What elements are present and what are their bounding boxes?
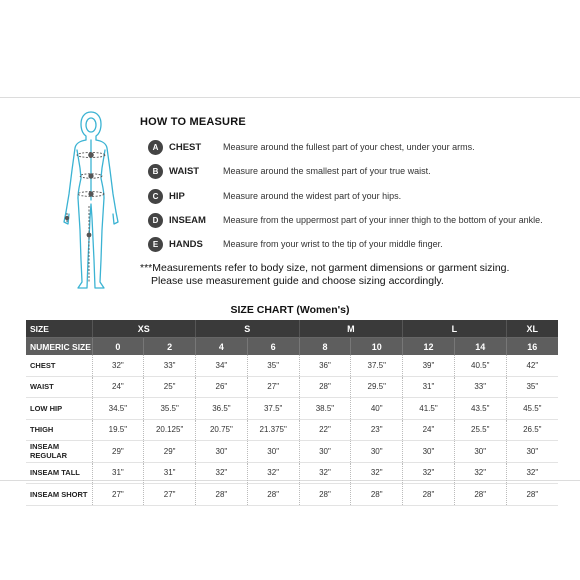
row-label: CHEST	[26, 355, 92, 376]
table-cell: 29.5"	[351, 376, 403, 398]
table-cell: 45.5"	[506, 398, 558, 420]
table-cell: 31"	[92, 462, 144, 484]
table-cell: 42"	[506, 355, 558, 376]
table-cell: 30"	[299, 441, 351, 463]
numeric-size: 8	[299, 338, 351, 356]
numeric-size: 2	[144, 338, 196, 356]
table-cell: 28"	[506, 484, 558, 506]
table-cell: 37.5"	[247, 398, 299, 420]
row-label: WAIST	[26, 376, 92, 398]
measure-name: INSEAM	[169, 214, 206, 226]
table-cell: 30"	[351, 441, 403, 463]
table-cell: 28"	[196, 484, 248, 506]
numeric-size: 12	[403, 338, 455, 356]
size-xl: XL	[506, 320, 558, 338]
size-header-row	[26, 320, 558, 338]
table-cell: 31"	[144, 462, 196, 484]
badge-e: E	[148, 237, 163, 252]
numeric-size: 4	[196, 338, 248, 356]
table-cell: 30"	[454, 441, 506, 463]
measure-item-waist	[148, 162, 431, 180]
measure-item-hip	[148, 187, 401, 205]
table-row	[26, 462, 558, 484]
numeric-size: 14	[454, 338, 506, 356]
numeric-size-row	[26, 338, 558, 356]
table-cell: 20.75"	[196, 419, 248, 441]
note-line-1: ***Measurements refer to body size, not garment dimensions or garment sizing.	[140, 262, 510, 274]
measure-item-chest	[148, 138, 475, 156]
table-cell: 24"	[403, 419, 455, 441]
table-cell: 24"	[92, 376, 144, 398]
table-cell: 32"	[299, 462, 351, 484]
numeric-size: 16	[506, 338, 558, 356]
table-cell: 35.5"	[144, 398, 196, 420]
table-cell: 28"	[247, 484, 299, 506]
table-cell: 28"	[403, 484, 455, 506]
measure-item-inseam	[148, 211, 543, 229]
table-row	[26, 441, 558, 463]
table-cell: 32"	[454, 462, 506, 484]
size-chart-table	[26, 320, 558, 506]
table-cell: 32"	[196, 462, 248, 484]
table-row	[26, 355, 558, 376]
table-cell: 20.125"	[144, 419, 196, 441]
measure-name: WAIST	[169, 165, 200, 177]
table-cell: 29"	[144, 441, 196, 463]
table-cell: 35"	[506, 376, 558, 398]
measure-item-hands	[148, 235, 443, 253]
table-cell: 41.5"	[403, 398, 455, 420]
table-row	[26, 398, 558, 420]
how-to-measure-section	[140, 116, 560, 136]
table-cell: 39"	[403, 355, 455, 376]
table-cell: 34"	[196, 355, 248, 376]
body-measurement-figure-icon	[60, 110, 122, 295]
row-label: INSEAM TALL	[26, 462, 92, 484]
badge-d: D	[148, 213, 163, 228]
table-cell: 21.375"	[247, 419, 299, 441]
measure-description: Measure around the widest part of your hips.	[223, 191, 402, 201]
badge-b: B	[148, 164, 163, 179]
size-m: M	[299, 320, 403, 338]
table-cell: 32"	[247, 462, 299, 484]
table-cell: 28"	[351, 484, 403, 506]
table-cell: 19.5"	[92, 419, 144, 441]
size-chart-title: SIZE CHART (Women's)	[230, 304, 350, 316]
table-cell: 33"	[144, 355, 196, 376]
table-cell: 22"	[299, 419, 351, 441]
table-cell: 33"	[454, 376, 506, 398]
table-cell: 31"	[403, 376, 455, 398]
size-xs: XS	[92, 320, 196, 338]
table-cell: 25"	[144, 376, 196, 398]
numeric-size: 10	[351, 338, 403, 356]
measure-name: HANDS	[169, 238, 203, 250]
measure-description: Measure around the fullest part of your chest, under your arms.	[223, 142, 475, 152]
numeric-size: 0	[92, 338, 144, 356]
table-cell: 29"	[92, 441, 144, 463]
table-cell: 30"	[403, 441, 455, 463]
table-cell: 30"	[247, 441, 299, 463]
measurement-note	[140, 262, 509, 288]
table-cell: 30"	[196, 441, 248, 463]
table-cell: 40"	[351, 398, 403, 420]
table-row	[26, 484, 558, 506]
size-s: S	[196, 320, 300, 338]
table-cell: 25.5"	[454, 419, 506, 441]
table-cell: 28"	[454, 484, 506, 506]
table-cell: 32"	[92, 355, 144, 376]
table-cell: 32"	[506, 462, 558, 484]
table-cell: 36.5"	[196, 398, 248, 420]
measure-description: Measure from your wrist to the tip of your middle finger.	[223, 239, 443, 249]
table-cell: 40.5"	[454, 355, 506, 376]
row-label: INSEAM REGULAR	[26, 441, 92, 463]
table-row	[26, 419, 558, 441]
table-cell: 32"	[403, 462, 455, 484]
table-cell: 28"	[299, 484, 351, 506]
how-to-measure-title: HOW TO MEASURE	[140, 116, 246, 128]
table-cell: 26"	[196, 376, 248, 398]
table-cell: 38.5"	[299, 398, 351, 420]
table-cell: 37.5"	[351, 355, 403, 376]
table-cell: 27"	[144, 484, 196, 506]
table-cell: 26.5"	[506, 419, 558, 441]
row-label: THIGH	[26, 419, 92, 441]
note-line-2: Please use measurement guide and choose sizing accordingly.	[151, 275, 444, 287]
badge-c: C	[148, 189, 163, 204]
table-cell: 30"	[506, 441, 558, 463]
row-label: INSEAM SHORT	[26, 484, 92, 506]
measure-description: Measure around the smallest part of your true waist.	[223, 166, 431, 176]
top-divider	[0, 97, 580, 98]
table-cell: 27"	[247, 376, 299, 398]
table-cell: 43.5"	[454, 398, 506, 420]
table-cell: 32"	[351, 462, 403, 484]
table-row	[26, 376, 558, 398]
table-cell: 35"	[247, 355, 299, 376]
size-l: L	[403, 320, 507, 338]
size-label: SIZE	[26, 320, 92, 338]
table-cell: 34.5"	[92, 398, 144, 420]
table-cell: 36"	[299, 355, 351, 376]
numeric-size: 6	[247, 338, 299, 356]
row-label: LOW HIP	[26, 398, 92, 420]
numeric-size-label: NUMERIC SIZE	[26, 338, 92, 356]
table-cell: 27"	[92, 484, 144, 506]
table-cell: 23"	[351, 419, 403, 441]
measure-name: HIP	[169, 190, 185, 202]
measure-name: CHEST	[169, 141, 202, 153]
measure-description: Measure from the uppermost part of your inner thigh to the bottom of your ankle.	[223, 215, 543, 225]
badge-a: A	[148, 140, 163, 155]
table-cell: 28"	[299, 376, 351, 398]
